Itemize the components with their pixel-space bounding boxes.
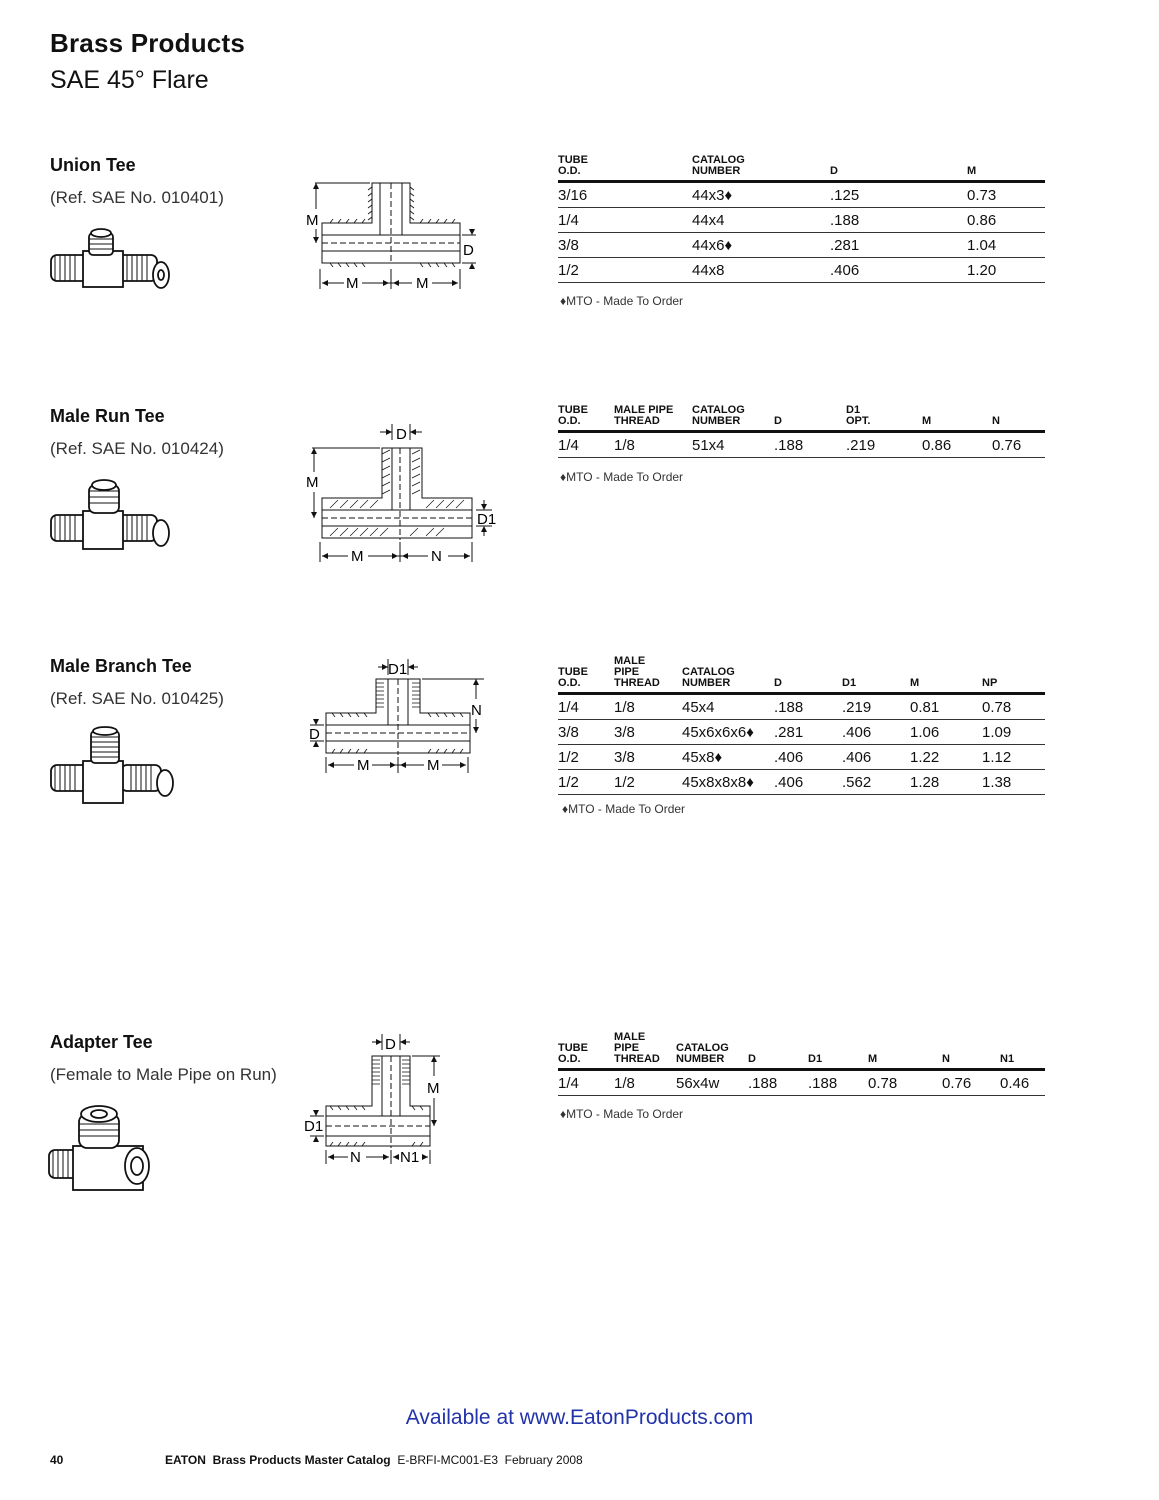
- table-header-row: [558, 656, 1045, 694]
- mto-footnote: ♦MTO - Made To Order: [560, 294, 684, 308]
- table-cell: 1/4: [558, 1070, 614, 1096]
- col-header: M: [868, 1032, 942, 1070]
- union-tee-diagram: [300, 175, 485, 295]
- table-cell: .219: [842, 694, 910, 720]
- male-branch-tee-icon: [45, 725, 175, 810]
- dim-label-d: D: [385, 1036, 396, 1053]
- footer-doc-code: E-BRFI-MC001-E3: [397, 1453, 498, 1467]
- table-row: [558, 694, 1045, 720]
- col-header: D: [748, 1032, 808, 1070]
- table-cell: 3/8: [614, 745, 682, 770]
- page-number: 40: [50, 1453, 64, 1467]
- page-title: Brass Products: [50, 28, 245, 58]
- union-tee-icon: [45, 225, 175, 300]
- col-header: N: [942, 1032, 1000, 1070]
- table-cell: 1.22: [910, 745, 982, 770]
- dim-label-n: N: [431, 548, 442, 565]
- table-cell: .188: [774, 432, 846, 458]
- table-cell: 0.78: [982, 694, 1045, 720]
- adapter-tee-table: [558, 1032, 1045, 1096]
- col-header: D1 OPT.: [846, 405, 922, 432]
- table-cell: 45x8x8x8♦: [682, 770, 774, 795]
- dim-label-d: D: [396, 426, 407, 443]
- col-header: D: [830, 155, 967, 182]
- adapter-tee-diagram: [300, 1030, 450, 1165]
- dim-label-m-vertical: M: [306, 212, 319, 229]
- table-cell: 1/2: [558, 745, 614, 770]
- table-cell: 45x8♦: [682, 745, 774, 770]
- col-header: CATALOG NUMBER: [692, 405, 774, 432]
- table-cell: 0.76: [992, 432, 1045, 458]
- col-header: NP: [982, 656, 1045, 694]
- table-cell: .406: [842, 745, 910, 770]
- table-cell: 0.81: [910, 694, 982, 720]
- table-header-row: [558, 1032, 1045, 1070]
- dim-label-m-right: M: [427, 757, 440, 774]
- section-title-male-branch-tee: Male Branch Tee: [50, 656, 192, 676]
- male-branch-tee-table: [558, 656, 1045, 795]
- male-run-tee-icon: [45, 475, 175, 560]
- table-cell: .281: [830, 233, 967, 258]
- table-cell: 1.28: [910, 770, 982, 795]
- table-cell: 3/16: [558, 182, 692, 208]
- section-ref-male-run-tee: (Ref. SAE No. 010424): [50, 439, 224, 458]
- dim-label-d1: D1: [304, 1118, 324, 1135]
- section-title-adapter-tee: Adapter Tee: [50, 1032, 153, 1052]
- male-run-tee-table: [558, 405, 1045, 458]
- table-cell: 3/8: [558, 233, 692, 258]
- table-cell: 1/4: [558, 208, 692, 233]
- table-cell: 1/8: [614, 1070, 676, 1096]
- footer-catalog-line: [165, 1453, 583, 1467]
- table-cell: 44x6♦: [692, 233, 830, 258]
- footer-brand: EATON: [165, 1453, 206, 1467]
- table-cell: .188: [808, 1070, 868, 1096]
- table-row: [558, 1070, 1045, 1096]
- col-header: N: [992, 405, 1045, 432]
- table-row: [558, 208, 1045, 233]
- table-cell: 3/8: [558, 720, 614, 745]
- col-header: CATALOG NUMBER: [682, 656, 774, 694]
- dim-label-m-vertical: M: [306, 474, 319, 491]
- dim-label-d: D: [463, 242, 474, 259]
- dim-label-m: M: [351, 548, 364, 565]
- dim-label-d1: D1: [477, 511, 497, 528]
- dim-label-n: N: [350, 1149, 361, 1165]
- table-cell: 1/2: [614, 770, 682, 795]
- col-header: N1: [1000, 1032, 1045, 1070]
- table-row: [558, 720, 1045, 745]
- table-cell: .188: [774, 694, 842, 720]
- section-ref-male-branch-tee: (Ref. SAE No. 010425): [50, 689, 224, 708]
- table-cell: 45x6x6x6♦: [682, 720, 774, 745]
- table-cell: .188: [830, 208, 967, 233]
- table-cell: 1.06: [910, 720, 982, 745]
- table-row: [558, 258, 1045, 283]
- dim-label-d: D: [309, 726, 320, 743]
- section-ref-union-tee: (Ref. SAE No. 010401): [50, 188, 224, 207]
- col-header: D: [774, 405, 846, 432]
- page-subtitle: SAE 45° Flare: [50, 66, 209, 94]
- col-header: M: [922, 405, 992, 432]
- dim-label-n: N: [471, 702, 482, 719]
- col-header: TUBE O.D.: [558, 1032, 614, 1070]
- table-cell: .406: [842, 720, 910, 745]
- col-header: MALE PIPE THREAD: [614, 405, 692, 432]
- table-cell: 1/8: [614, 694, 682, 720]
- col-header: D: [774, 656, 842, 694]
- table-cell: 1.38: [982, 770, 1045, 795]
- table-cell: .219: [846, 432, 922, 458]
- col-header: D1: [842, 656, 910, 694]
- table-cell: .562: [842, 770, 910, 795]
- section-ref-adapter-tee: (Female to Male Pipe on Run): [50, 1065, 277, 1084]
- table-cell: 44x4: [692, 208, 830, 233]
- table-cell: .281: [774, 720, 842, 745]
- table-cell: .406: [830, 258, 967, 283]
- male-branch-tee-diagram: [300, 655, 500, 775]
- table-cell: 0.76: [942, 1070, 1000, 1096]
- table-cell: 0.78: [868, 1070, 942, 1096]
- table-cell: 1/2: [558, 258, 692, 283]
- table-cell: 1/2: [558, 770, 614, 795]
- section-title-union-tee: Union Tee: [50, 155, 136, 175]
- table-cell: 1.12: [982, 745, 1045, 770]
- table-cell: 1/4: [558, 432, 614, 458]
- mto-footnote: ♦MTO - Made To Order: [560, 1107, 684, 1121]
- table-cell: 0.86: [967, 208, 1045, 233]
- footer-catalog-title: Brass Products Master Catalog: [212, 1453, 391, 1467]
- table-cell: 0.73: [967, 182, 1045, 208]
- table-cell: 51x4: [692, 432, 774, 458]
- table-cell: 3/8: [614, 720, 682, 745]
- availability-link[interactable]: Available at www.EatonProducts.com: [405, 1406, 754, 1429]
- table-cell: 1.09: [982, 720, 1045, 745]
- male-run-tee-diagram: [300, 420, 500, 565]
- col-header: CATALOG NUMBER: [676, 1032, 748, 1070]
- table-header-row: [558, 405, 1045, 432]
- dim-label-d1: D1: [388, 661, 408, 678]
- dim-label-n1: N1: [400, 1149, 420, 1165]
- footer-date: February 2008: [504, 1453, 583, 1467]
- table-row: [558, 233, 1045, 258]
- table-cell: .188: [748, 1070, 808, 1096]
- table-row: [558, 745, 1045, 770]
- col-header: M: [910, 656, 982, 694]
- dim-label-m-left: M: [346, 275, 359, 292]
- col-header: TUBE O.D.: [558, 405, 614, 432]
- table-cell: 0.46: [1000, 1070, 1045, 1096]
- section-title-male-run-tee: Male Run Tee: [50, 406, 165, 426]
- table-cell: 44x3♦: [692, 182, 830, 208]
- table-cell: .125: [830, 182, 967, 208]
- dim-label-m-left: M: [357, 757, 370, 774]
- table-cell: 1.20: [967, 258, 1045, 283]
- table-row: [558, 182, 1045, 208]
- col-header: CATALOG NUMBER: [692, 155, 830, 182]
- dim-label-m-right: M: [416, 275, 429, 292]
- table-row: [558, 770, 1045, 795]
- col-header: TUBE O.D.: [558, 155, 692, 182]
- col-header: TUBE O.D.: [558, 656, 614, 694]
- mto-footnote: ♦MTO - Made To Order: [562, 802, 686, 816]
- table-cell: 1/4: [558, 694, 614, 720]
- table-cell: 56x4w: [676, 1070, 748, 1096]
- table-cell: 1/8: [614, 432, 692, 458]
- table-cell: 0.86: [922, 432, 992, 458]
- table-cell: 1.04: [967, 233, 1045, 258]
- table-cell: 45x4: [682, 694, 774, 720]
- col-header: MALE PIPE THREAD: [614, 1032, 676, 1070]
- col-header: MALE PIPE THREAD: [614, 656, 682, 694]
- table-cell: .406: [774, 770, 842, 795]
- table-cell: 44x8: [692, 258, 830, 283]
- union-tee-table: [558, 155, 1045, 283]
- col-header: M: [967, 155, 1045, 182]
- dim-label-m: M: [427, 1080, 440, 1097]
- table-cell: .406: [774, 745, 842, 770]
- col-header: D1: [808, 1032, 868, 1070]
- table-header-row: [558, 155, 1045, 182]
- adapter-tee-icon: [45, 1100, 155, 1200]
- mto-footnote: ♦MTO - Made To Order: [560, 470, 684, 484]
- table-row: [558, 432, 1045, 458]
